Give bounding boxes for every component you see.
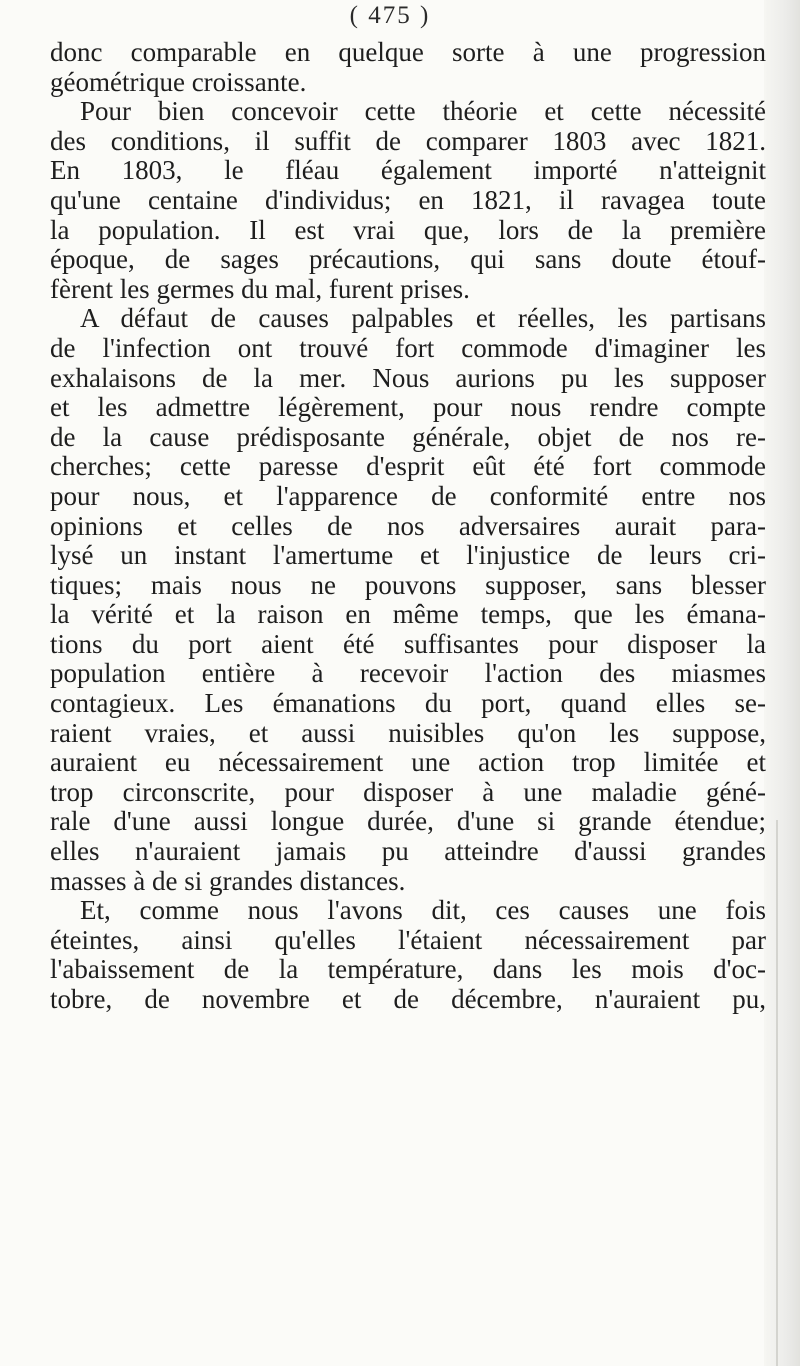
text-line: lysé un instant l'amertume et l'injustice de leurs cri- bbox=[50, 541, 766, 571]
page-edge-line bbox=[776, 820, 778, 1366]
text-line: tions du port aient été suffisantes pour disposer la bbox=[50, 629, 766, 659]
text-line: des conditions, il suffit de comparer 1803 avec 1821. bbox=[50, 126, 766, 156]
text-line: cherches; cette paresse d'esprit eût été fort commode bbox=[50, 452, 766, 482]
text-line: population entière à recevoir l'action des miasmes bbox=[50, 659, 766, 689]
text-line: trop circonscrite, pour disposer à une maladie géné- bbox=[50, 777, 766, 807]
text-line: tobre, de novembre et de décembre, n'auraient pu, bbox=[50, 985, 766, 1014]
text-line: exhalaisons de la mer. Nous aurions pu les supposer bbox=[50, 363, 766, 393]
text-line: opinions et celles de nos adversaires aurait para- bbox=[50, 511, 766, 541]
text-line: la vérité et la raison en même temps, que les émana- bbox=[50, 600, 766, 630]
text-line: raient vraies, et aussi nuisibles qu'on les suppose, bbox=[50, 718, 766, 748]
text-line: époque, de sages précautions, qui sans doute étouf- bbox=[50, 245, 766, 275]
text-line: l'abaissement de la température, dans les mois d'oc- bbox=[50, 955, 766, 985]
body-text bbox=[50, 38, 766, 1015]
text-line: la population. Il est vrai que, lors de la première bbox=[50, 215, 766, 245]
text-line: Et, comme nous l'avons dit, ces causes une fois bbox=[80, 896, 766, 926]
text-line: fèrent les germes du mal, furent prises. bbox=[50, 274, 470, 304]
page-edge-shadow bbox=[764, 0, 800, 1366]
text-line: éteintes, ainsi qu'elles l'étaient nécessairement par bbox=[50, 925, 766, 955]
text-line: de la cause prédisposante générale, objet de nos re- bbox=[50, 422, 766, 452]
text-line: et les admettre légèrement, pour nous rendre compte bbox=[50, 393, 766, 423]
text-line: tiques; mais nous ne pouvons supposer, sans blesser bbox=[50, 570, 766, 600]
text-line: auraient eu nécessairement une action trop limitée et bbox=[50, 748, 766, 778]
text-line: En 1803, le fléau également importé n'atteignit bbox=[50, 156, 766, 186]
text-line: géométrique croissante. bbox=[50, 67, 307, 97]
text-line: pour nous, et l'apparence de conformité entre nos bbox=[50, 481, 766, 511]
text-line: de l'infection ont trouvé fort commode d'imaginer les bbox=[50, 333, 766, 363]
text-line: rale d'une aussi longue durée, d'une si grande étendue; bbox=[50, 807, 766, 837]
text-line: Pour bien concevoir cette théorie et cette nécessité bbox=[80, 97, 766, 127]
text-line: qu'une centaine d'individus; en 1821, il ravagea toute bbox=[50, 185, 766, 215]
text-line: elles n'auraient jamais pu atteindre d'aussi grandes bbox=[50, 837, 766, 867]
text-line: contagieux. Les émanations du port, quand elles se- bbox=[50, 689, 766, 719]
text-line: donc comparable en quelque sorte à une progression bbox=[50, 38, 766, 67]
text-line: A défaut de causes palpables et réelles, les partisans bbox=[80, 304, 766, 334]
page-number: ( 475 ) bbox=[349, 2, 431, 29]
text-line: masses à de si grandes distances. bbox=[50, 866, 406, 896]
